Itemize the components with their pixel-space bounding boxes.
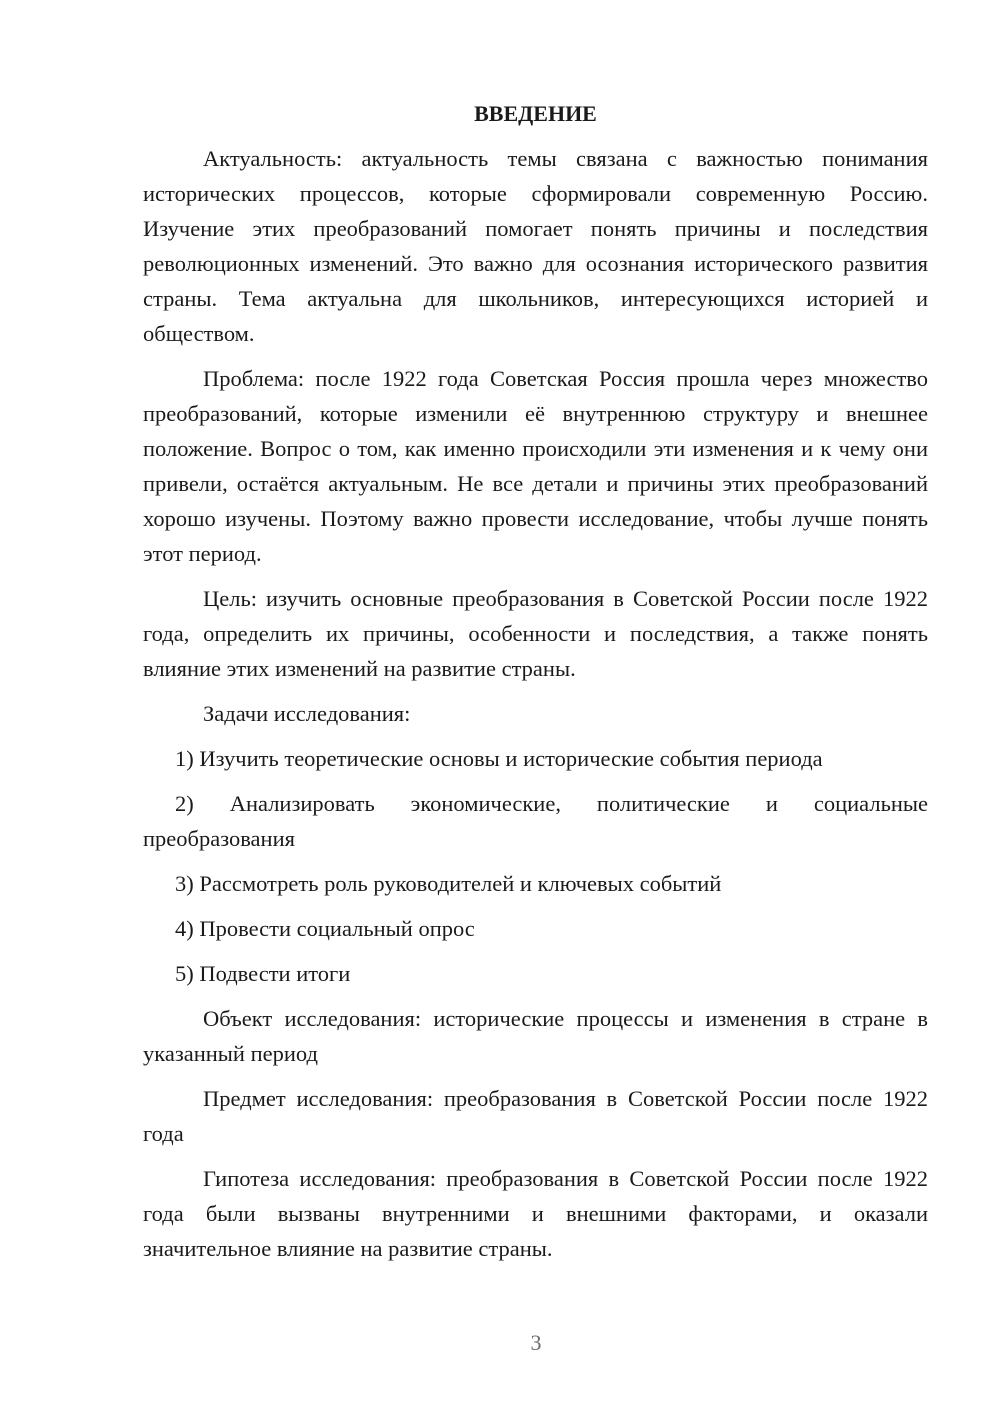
relevance-paragraph: Актуальность: актуальность темы связана с важностью понимания исторических процессов, которые сформировали современную Россию. Изучение этих преобразований помогает понять причины и последствия революционных изменений. Это важно для осознания исторического развития страны. Тема актуальна для школьников, интересующихся историей и обществом. (143, 146, 928, 346)
page-number: 3 (530, 1330, 542, 1355)
subject-paragraph: Предмет исследования: преобразования в Советской России после 1922 года (143, 1086, 928, 1146)
goal-paragraph: Цель: изучить основные преобразования в Советской России после 1922 года, определить их причины, особенности и последствия, а также понять влияние этих изменений на развитие страны. (143, 586, 928, 681)
task-item: 1) Изучить теоретические основы и исторические события периода (175, 746, 823, 771)
problem-paragraph: Проблема: после 1922 года Советская Россия прошла через множество преобразований, которые изменили её внутреннюю структуру и внешнее положение. Вопрос о том, как именно происходили эти изменения и к чему они привели, остаётся актуальным. Не все детали и причины этих преобразований хорошо изучены. Поэтому важно провести исследование, чтобы лучше понять этот период. (143, 366, 928, 566)
task-item: 2) Анализировать экономические, политические и социальные преобразования (143, 791, 928, 851)
page-content (143, 96, 928, 1276)
section-heading: ВВЕДЕНИЕ (474, 101, 597, 126)
task-item: 4) Провести социальный опрос (175, 916, 475, 941)
hypothesis-paragraph: Гипотеза исследования: преобразования в Советской России после 1922 года были вызваны внутренними и внешними факторами, и оказали значительное влияние на развитие страны. (143, 1166, 928, 1261)
task-item: 5) Подвести итоги (175, 961, 351, 986)
object-paragraph: Объект исследования: исторические процессы и изменения в стране в указанный период (143, 1006, 928, 1066)
task-item: 3) Рассмотреть роль руководителей и ключевых событий (175, 871, 722, 896)
tasks-title: Задачи исследования: (203, 701, 411, 726)
